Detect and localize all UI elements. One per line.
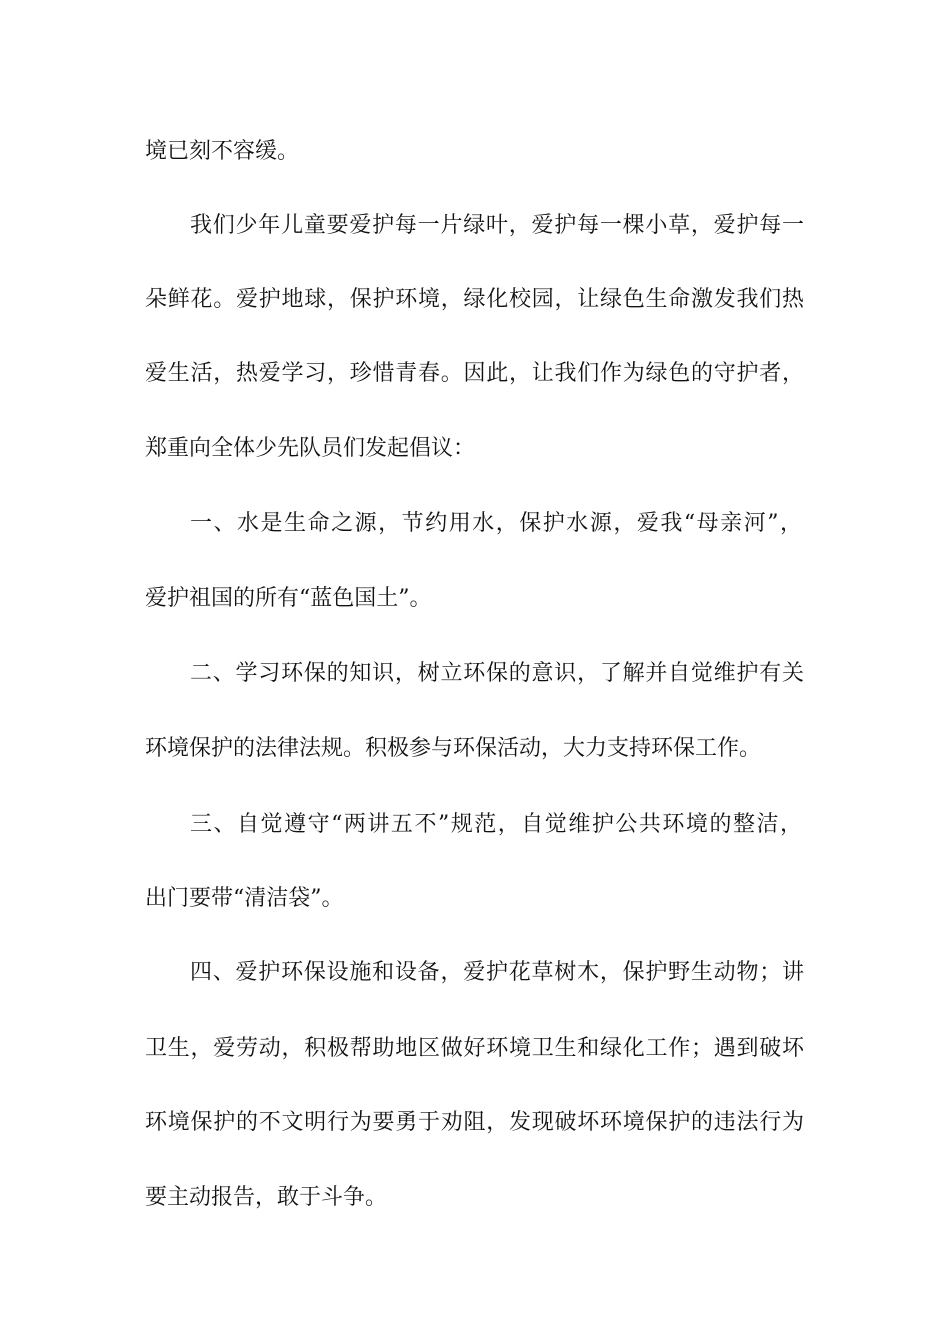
text-line: 要主动报告，敢于斗争。 (145, 1185, 388, 1210)
text-line: 环境保护的法律法规。积极参与环保活动，大力支持环保工作。 (145, 736, 762, 761)
text-line: 出门要带“清洁袋”。 (145, 886, 344, 911)
paragraph-first-line: 我们少年儿童要爱护每一片绿叶，爱护每一棵小草，爱护每一 (190, 213, 804, 238)
paragraph-first-line: 三、自觉遵守“两讲五不”规范，自觉维护公共环境的整洁， (190, 812, 802, 837)
text-line: 朵鲜花。爱护地球，保护环境，绿化校园，让绿色生命激发我们热 (145, 287, 804, 312)
paragraph-first-line: 一、水是生命之源，节约用水，保护水源，爱我“母亲河”， (190, 511, 802, 536)
paragraph-first-line: 二、学习环保的知识，树立环保的意识，了解并自觉维护有关 (190, 661, 804, 686)
text-line: 爱护祖国的所有“蓝色国土”。 (145, 586, 432, 611)
text-line: 郑重向全体少先队员们发起倡议： (145, 436, 476, 461)
text-line: 爱生活，热爱学习，珍惜青春。因此，让我们作为绿色的守护者， (145, 361, 804, 386)
text-line: 卫生，爱劳动，积极帮助地区做好环境卫生和绿化工作；遇到破坏 (145, 1036, 804, 1061)
paragraph-first-line: 四、爱护环保设施和设备，爱护花草树木，保护野生动物；讲 (190, 960, 804, 985)
text-line: 环境保护的不文明行为要勇于劝阻，发现破坏环境保护的违法行为 (145, 1110, 804, 1135)
text-line: 境已刻不容缓。 (145, 139, 300, 164)
